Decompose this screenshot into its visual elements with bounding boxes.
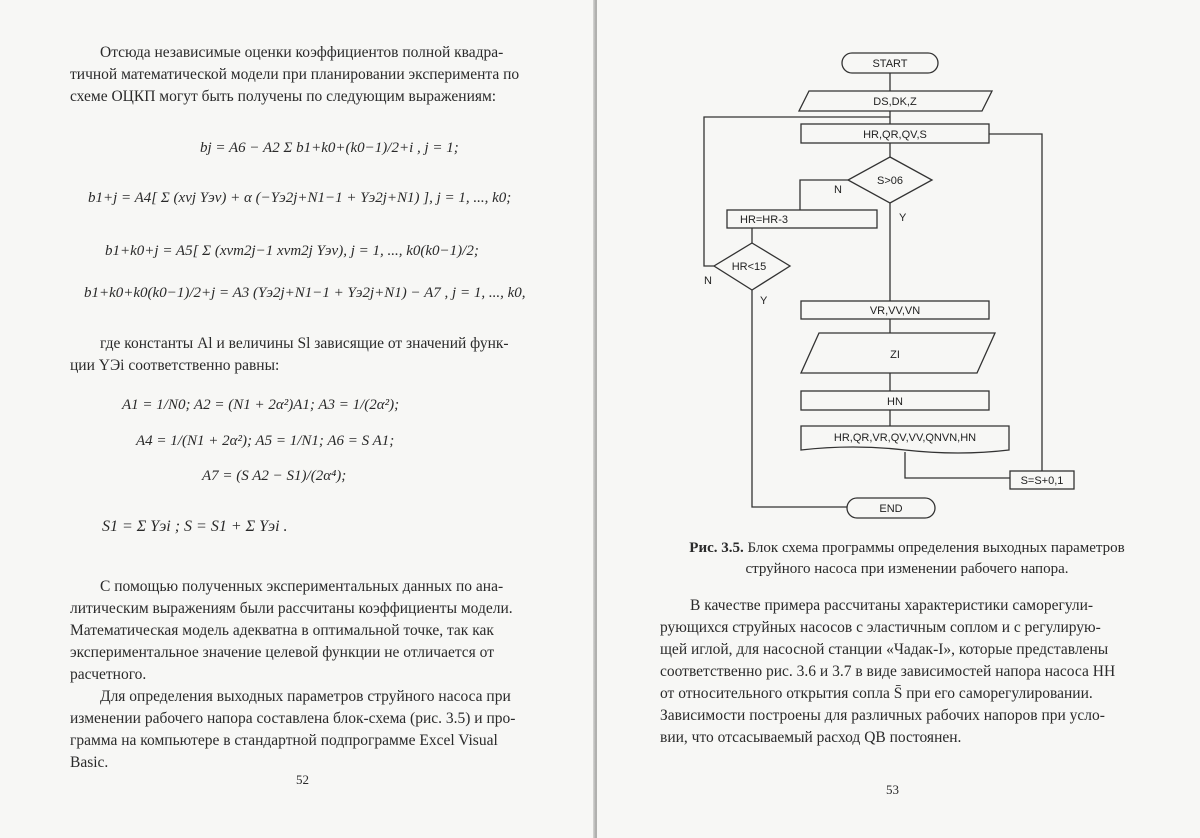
decision-2-yes: Y xyxy=(760,295,768,307)
page-number-left: 52 xyxy=(296,772,309,787)
paragraph-4-line-2: изменении рабочего напора составлена блок-схема (рис. 3.5) и про- xyxy=(70,710,516,727)
decision-1-no: N xyxy=(834,184,842,196)
equation-1: bj = A6 − A2 Σ b1+k0+(k0−1)/2+i , j = 1; xyxy=(200,140,459,156)
paragraph-1-line-3: схеме ОЦКП могут быть получены по следующим выражениям: xyxy=(70,88,497,105)
constants-line-1: A1 = 1/N0; A2 = (N1 + 2α²)A1; A3 = 1/(2α²); xyxy=(122,397,400,413)
page-number-right: 53 xyxy=(886,782,899,797)
zi-label: ZI xyxy=(890,349,900,361)
paragraph-line-2: рующихся струйных насосов с эластичным соплом и с регулирую- xyxy=(660,619,1101,636)
equation-2: b1+j = A4[ Σ (xνj Yэν) + α (−Yэ2j+N1−1 + Yэ2j+N1) ], j = 1, ..., k0; xyxy=(88,190,512,206)
step-label: HR=HR-3 xyxy=(740,214,788,226)
paragraph-4-line-3: грамма на компьютере в стандартной подпрограмме Excel Visual xyxy=(70,732,498,749)
constants-line-4: S1 = Σ Yэi ; S = S1 + Σ Yэi . xyxy=(102,518,288,535)
paragraph-3-line-4: экспериментальное значение целевой функции не отличается от xyxy=(70,644,494,661)
output-label: HR,QR,VR,QV,VV,QNVN,HN xyxy=(833,432,977,444)
figure-caption-line-1 xyxy=(647,538,1167,559)
paragraph-2-line-1: где константы Al и величины Sl зависящие от значений функ- xyxy=(100,335,509,352)
input-label: DS,DK,Z xyxy=(873,96,917,108)
paragraph-4-line-4: Basic. xyxy=(70,754,109,771)
paragraph-line-5: от относительного открытия сопла S̄ при его саморегулировании. xyxy=(660,685,1093,702)
constants-line-2: A4 = 1/(N1 + 2α²); A5 = 1/N1; A6 = S A1; xyxy=(136,433,395,449)
figure-caption-line-2: струйного насоса при изменении рабочего напора. xyxy=(745,561,1069,577)
constants-line-3: A7 = (S A2 − S1)/(2α⁴); xyxy=(202,468,347,484)
paragraph-line-1: В качестве примера рассчитаны характеристики саморегули- xyxy=(690,597,1094,614)
calc1-label: VR,VV,VN xyxy=(869,305,921,317)
paragraph-3-line-1: С помощью полученных экспериментальных данных по ана- xyxy=(100,578,504,595)
paragraph-line-3: щей иглой, для насосной станции «Чадак-I», которые представлены xyxy=(660,641,1109,658)
init-label: HR,QR,QV,S xyxy=(863,129,927,141)
increment-label: S=S+0,1 xyxy=(1020,475,1064,487)
caption-text-1: Блок схема программы определения выходных параметров xyxy=(747,540,1125,556)
equation-3: b1+k0+j = A5[ Σ (xνm2j−1 xνm2j Yэν), j = 1, ..., k0(k0−1)/2; xyxy=(105,243,479,259)
end-label: END xyxy=(879,503,903,515)
decision-1-label: S>06 xyxy=(877,175,903,187)
paragraph-3-line-3: Математическая модель адекватна в оптимальной точке, так как xyxy=(70,622,494,639)
paragraph-line-7: вии, что отсасываемый расход QB постоянен. xyxy=(660,729,962,746)
paragraph-3-line-5: расчетного. xyxy=(70,666,147,683)
caption-label: Рис. 3.5. xyxy=(689,540,744,556)
right-page xyxy=(597,0,1200,838)
paragraph-2-line-2: ции YЭi соответственно равны: xyxy=(70,357,280,374)
decision-1-yes: Y xyxy=(899,212,907,224)
decision-2-label: HR<15 xyxy=(731,261,767,273)
equation-4: b1+k0+k0(k0−1)/2+j = A3 (Yэ2j+N1−1 + Yэ2j+N1) − A7 , j = 1, ..., k0, xyxy=(84,285,526,301)
paragraph-line-6: Зависимости построены для различных рабочих напоров при усло- xyxy=(660,707,1105,724)
paragraph-4-line-1: Для определения выходных параметров струйного насоса при xyxy=(100,688,511,705)
start-label: START xyxy=(872,58,908,70)
left-page xyxy=(0,0,595,838)
flowchart xyxy=(597,0,1200,540)
paragraph-1-line-1: Отсюда независимые оценки коэффициентов полной квадра- xyxy=(100,44,504,61)
paragraph-1-line-2: тичной математической модели при планировании эксперимента по xyxy=(70,66,520,83)
decision-2-no: N xyxy=(704,275,712,287)
paragraph-3-line-2: литическим выражениям были рассчитаны коэффициенты модели. xyxy=(70,600,513,617)
paragraph-line-4: соответственно рис. 3.6 и 3.7 в виде зависимостей напора насоса HH xyxy=(660,663,1116,680)
hn-label: HN xyxy=(887,396,903,408)
